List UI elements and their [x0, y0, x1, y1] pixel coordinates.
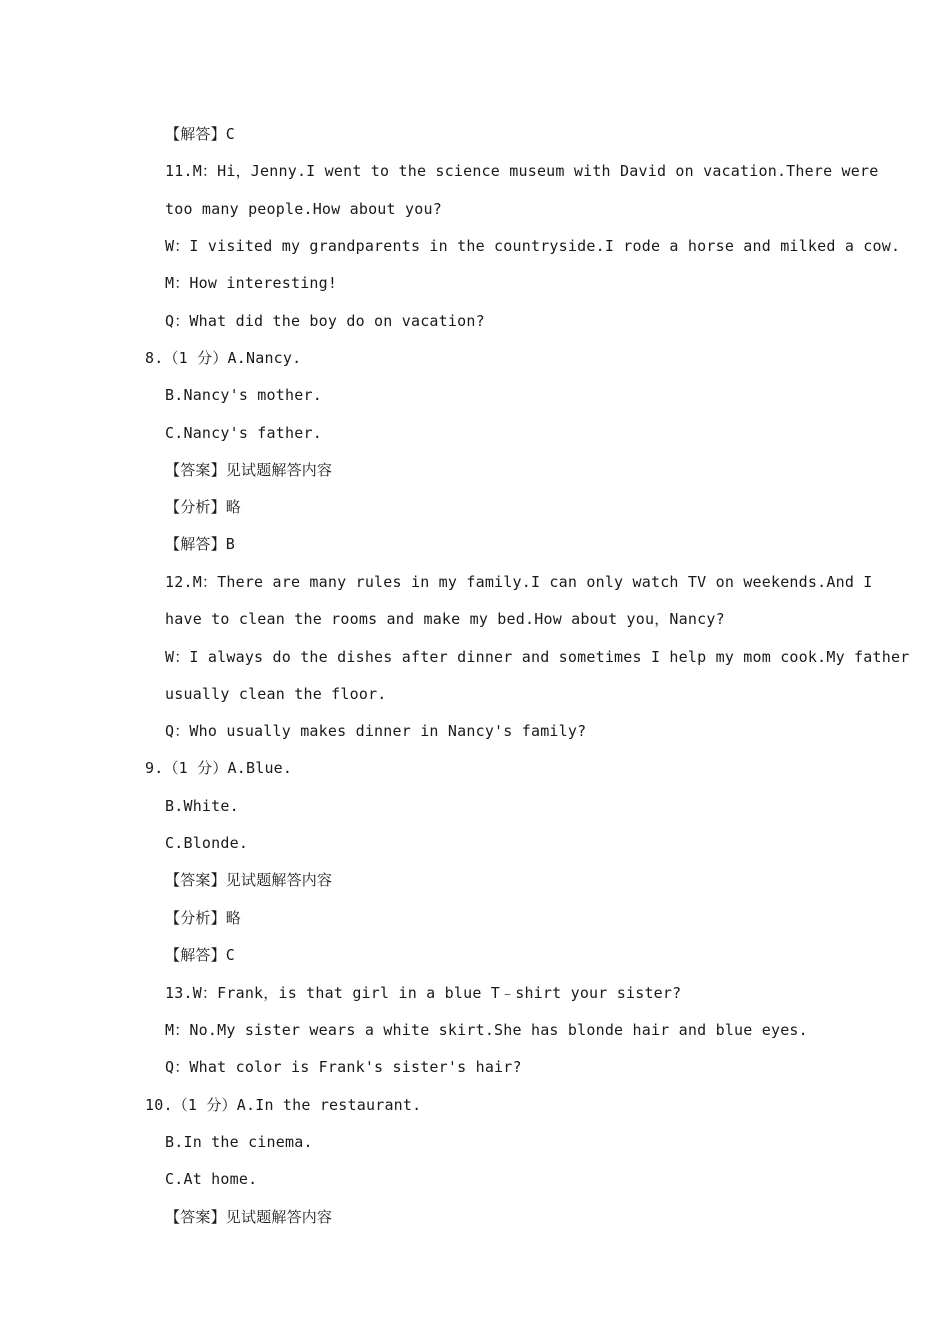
transcript-line: W：I visited my grandparents in the countryside.I rode a horse and milked a cow.: [165, 237, 901, 255]
transcript-line: too many people.How about you?: [165, 200, 442, 218]
option-b: B.White.: [165, 797, 239, 815]
option-c: C.Blonde.: [165, 834, 249, 852]
answer-line: 【解答】C: [165, 946, 236, 964]
analysis-line: 【分析】略: [165, 498, 242, 516]
transcript-line: Q：Who usually makes dinner in Nancy's family?: [165, 722, 587, 740]
option-c: C.At home.: [165, 1170, 258, 1188]
question-10-stem: 10.（1 分）A.In the restaurant.: [145, 1096, 422, 1114]
key-line: 【答案】见试题解答内容: [165, 1208, 333, 1226]
transcript-line: M：How interesting!: [165, 274, 338, 292]
transcript-line: 13.W：Frank，is that girl in a blue T﹣shirt your sister?: [165, 984, 682, 1002]
analysis-line: 【分析】略: [165, 909, 242, 927]
transcript-line: W：I always do the dishes after dinner and sometimes I help my mom cook.My father: [165, 648, 910, 666]
key-line: 【答案】见试题解答内容: [165, 871, 333, 889]
option-c: C.Nancy's father.: [165, 424, 322, 442]
answer-line: 【解答】C: [165, 125, 236, 143]
option-b: B.Nancy's mother.: [165, 386, 322, 404]
transcript-line: 12.M：There are many rules in my family.I can only watch TV on weekends.And I: [165, 573, 873, 591]
transcript-line: usually clean the floor.: [165, 685, 387, 703]
transcript-line: 11.M：Hi，Jenny.I went to the science museum with David on vacation.There were: [165, 162, 879, 180]
answer-line: 【解答】B: [165, 535, 236, 553]
transcript-line: Q：What did the boy do on vacation?: [165, 312, 485, 330]
key-line: 【答案】见试题解答内容: [165, 461, 333, 479]
transcript-line: Q：What color is Frank's sister's hair?: [165, 1058, 522, 1076]
question-9-stem: 9.（1 分）A.Blue.: [145, 759, 293, 777]
question-8-stem: 8.（1 分）A.Nancy.: [145, 349, 302, 367]
transcript-line: M：No.My sister wears a white skirt.She has blonde hair and blue eyes.: [165, 1021, 808, 1039]
option-b: B.In the cinema.: [165, 1133, 313, 1151]
transcript-line: have to clean the rooms and make my bed.How about you，Nancy?: [165, 610, 725, 628]
